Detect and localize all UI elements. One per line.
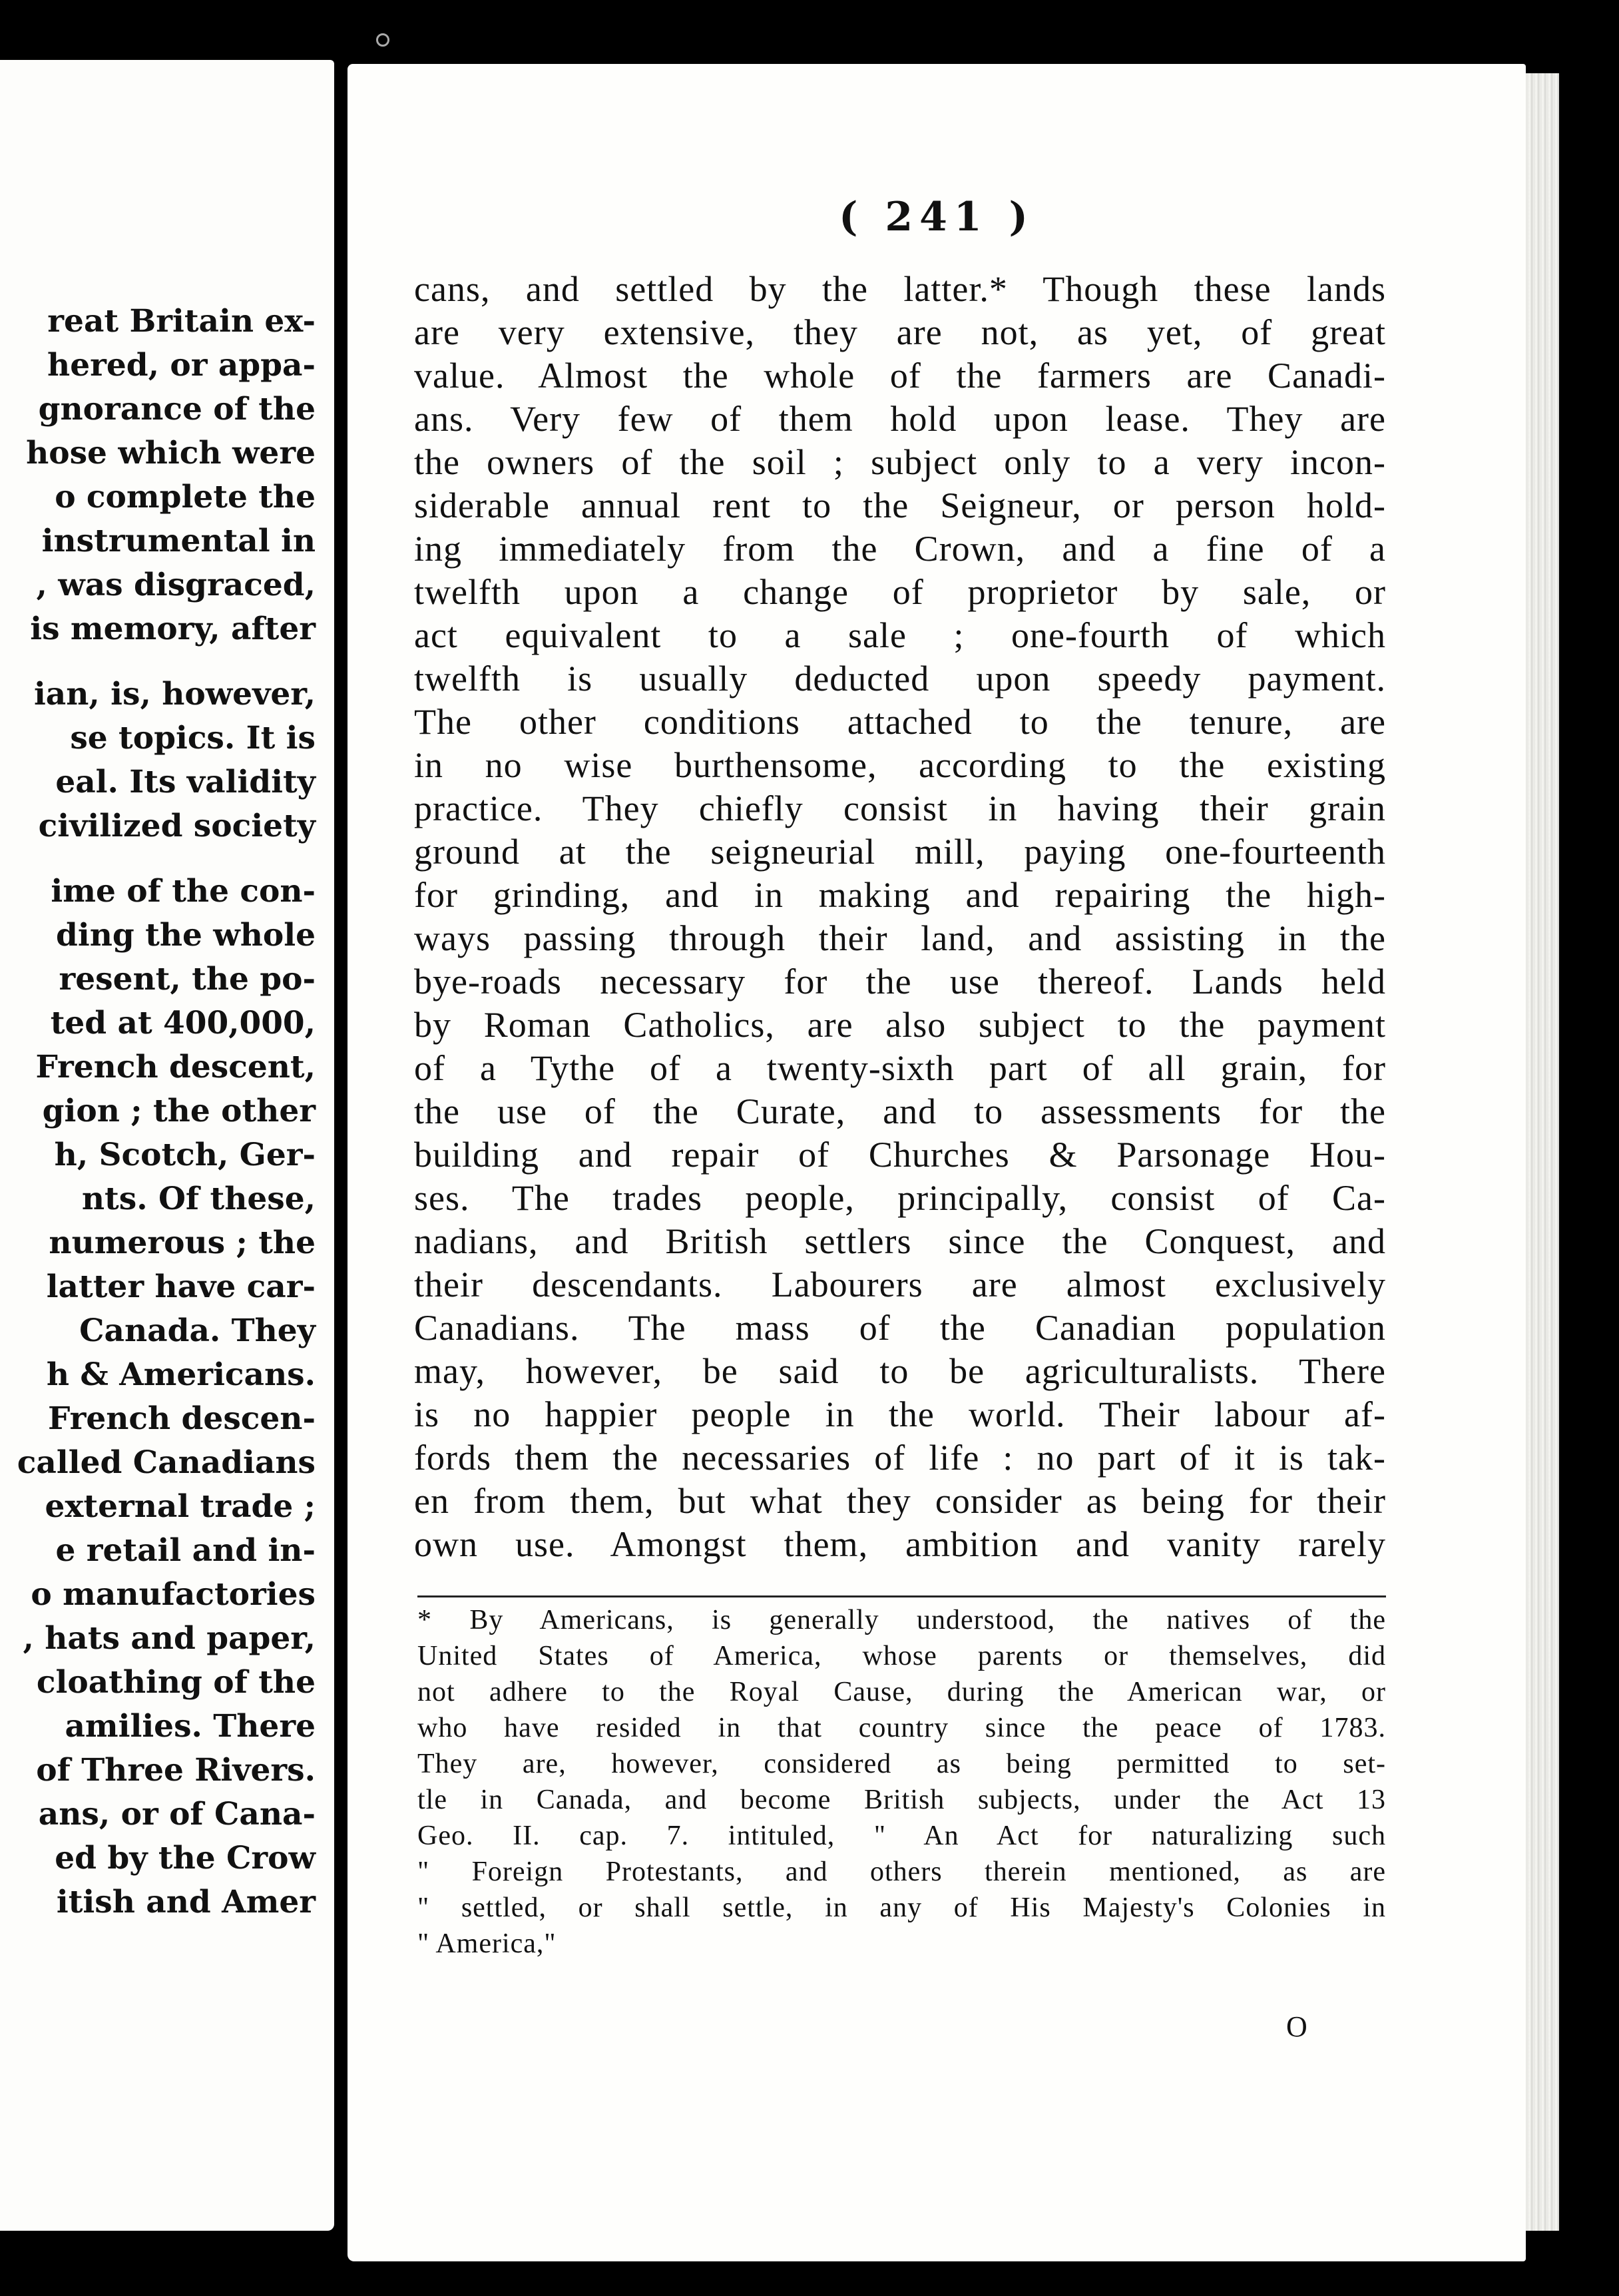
left-page-line: e retail and in-: [55, 1532, 316, 1569]
left-page-line: instrumental in: [41, 523, 316, 559]
body-line: Canadians. The mass of the Canadian population: [414, 1308, 1386, 1348]
left-page-line: hered, or appa-: [47, 347, 316, 384]
body-line: practice. They chiefly consist in having their grain: [414, 788, 1386, 828]
left-page-line: o manufactories: [31, 1576, 316, 1613]
left-page-line: se topics. It is: [70, 720, 316, 756]
body-line: fords them the necessaries of life : no part of it is tak-: [414, 1438, 1386, 1478]
left-page-line: itish and Amer: [56, 1884, 316, 1920]
body-line: The other conditions attached to the tenure, are: [414, 702, 1386, 742]
body-line: ans. Very few of them hold upon lease. They are: [414, 399, 1386, 439]
body-line: en from them, but what they consider as being for their: [414, 1481, 1386, 1521]
left-page-line: resent, the po-: [59, 961, 316, 998]
body-line: are very extensive, they are not, as yet, of great: [414, 312, 1386, 352]
body-line: their descendants. Labourers are almost exclusively: [414, 1265, 1386, 1304]
footnote-line: " Foreign Protestants, and others therein mentioned, as are: [417, 1857, 1386, 1887]
left-page-line: Canada. They: [79, 1312, 316, 1349]
left-page-line: latter have car-: [46, 1269, 316, 1305]
left-page-line: gion ; the other: [42, 1093, 316, 1129]
left-page-line: h, Scotch, Ger-: [54, 1137, 316, 1173]
body-line: of a Tythe of a twenty-sixth part of all grain, for: [414, 1048, 1386, 1088]
body-line: building and repair of Churches & Parsonage Hou-: [414, 1135, 1386, 1175]
body-line: nadians, and British settlers since the Conquest, and: [414, 1221, 1386, 1261]
footnote-line: tle in Canada, and become British subjects, under the Act 13: [417, 1785, 1386, 1815]
body-line: value. Almost the whole of the farmers are Canadi-: [414, 356, 1386, 396]
left-page-line: French descen-: [48, 1400, 316, 1437]
left-page-line: ime of the con-: [51, 873, 316, 910]
left-page-line: ding the whole: [56, 917, 316, 954]
page-number: ( 241 ): [839, 194, 1035, 240]
left-page-line: eal. Its validity: [55, 764, 316, 800]
left-page-line: numerous ; the: [49, 1225, 316, 1261]
body-line: twelfth upon a change of proprietor by sale, or: [414, 572, 1386, 612]
footnote-line: United States of America, whose parents or themselves, did: [417, 1641, 1386, 1671]
body-line: the use of the Curate, and to assessments for the: [414, 1091, 1386, 1131]
left-page-line: cloathing of the: [36, 1664, 316, 1701]
left-facing-page: [0, 60, 334, 2231]
left-page-line: reat Britain ex-: [47, 303, 316, 340]
left-page-text: [0, 300, 316, 1924]
body-line: cans, and settled by the latter.* Though these lands: [414, 269, 1386, 309]
body-line: in no wise burthensome, according to the existing: [414, 745, 1386, 785]
footnote-line: " settled, or shall settle, in any of His Majesty's Colonies in: [417, 1892, 1386, 1923]
signature-mark: O: [1286, 2010, 1307, 2043]
body-line: bye-roads necessary for the use thereof. Lands held: [414, 962, 1386, 1002]
body-line: twelfth is usually deducted upon speedy payment.: [414, 659, 1386, 699]
left-page-line: external trade ;: [45, 1488, 316, 1525]
left-page-line: of Three Rivers.: [36, 1752, 316, 1789]
body-line: ing immediately from the Crown, and a fine of a: [414, 529, 1386, 569]
footnote: [417, 1602, 1386, 1962]
body-line: ways passing through their land, and assisting in the: [414, 918, 1386, 958]
body-line: may, however, be said to be agriculturalists. There: [414, 1351, 1386, 1391]
left-page-line: o complete the: [55, 479, 316, 515]
scan-mark: [376, 33, 389, 47]
left-page-line: civilized society: [38, 808, 316, 844]
left-page-line: is memory, after: [30, 611, 316, 647]
left-page-line: ian, is, however,: [33, 676, 316, 713]
footnote-rule: [417, 1595, 1386, 1597]
body-line: own use. Amongst them, ambition and vanity rarely: [414, 1524, 1386, 1564]
body-line: by Roman Catholics, are also subject to the payment: [414, 1005, 1386, 1045]
left-page-line: hose which were: [26, 435, 316, 471]
left-page-line: gnorance of the: [38, 391, 316, 428]
footnote-line: They are, however, considered as being permitted to set-: [417, 1749, 1386, 1779]
left-page-line: nts. Of these,: [81, 1181, 316, 1217]
body-line: is no happier people in the world. Their labour af-: [414, 1394, 1386, 1434]
left-page-line: ed by the Crow: [55, 1840, 316, 1876]
body-text: [414, 268, 1386, 1566]
body-line: the owners of the soil ; subject only to a very incon-: [414, 442, 1386, 482]
body-line: ses. The trades people, principally, consist of Ca-: [414, 1178, 1386, 1218]
left-page-line: French descent,: [35, 1049, 316, 1085]
left-page-line: ans, or of Cana-: [38, 1796, 316, 1833]
footnote-line: who have resided in that country since the peace of 1783.: [417, 1713, 1386, 1743]
left-page-line: , hats and paper,: [23, 1620, 316, 1657]
footnote-line: * By Americans, is generally understood, the natives of the: [417, 1605, 1386, 1635]
body-line: act equivalent to a sale ; one-fourth of which: [414, 615, 1386, 655]
left-page-line: h & Americans.: [46, 1356, 316, 1393]
right-page: [347, 64, 1526, 2261]
left-page-line: called Canadians: [17, 1444, 316, 1481]
left-page-gap: [0, 848, 316, 870]
footnote-line: " America,": [417, 1928, 557, 1959]
left-page-line: amilies. There: [65, 1708, 316, 1745]
left-page-gap: [0, 651, 316, 673]
body-line: siderable annual rent to the Seigneur, or person hold-: [414, 485, 1386, 525]
left-page-line: , was disgraced,: [36, 567, 316, 603]
footnote-line: Geo. II. cap. 7. intituled, " An Act for naturalizing such: [417, 1821, 1386, 1851]
footnote-line: not adhere to the Royal Cause, during the American war, or: [417, 1677, 1386, 1707]
left-page-line: ted at 400,000,: [50, 1005, 316, 1041]
body-line: ground at the seigneurial mill, paying one-fourteenth: [414, 832, 1386, 872]
body-line: for grinding, and in making and repairing the high-: [414, 875, 1386, 915]
